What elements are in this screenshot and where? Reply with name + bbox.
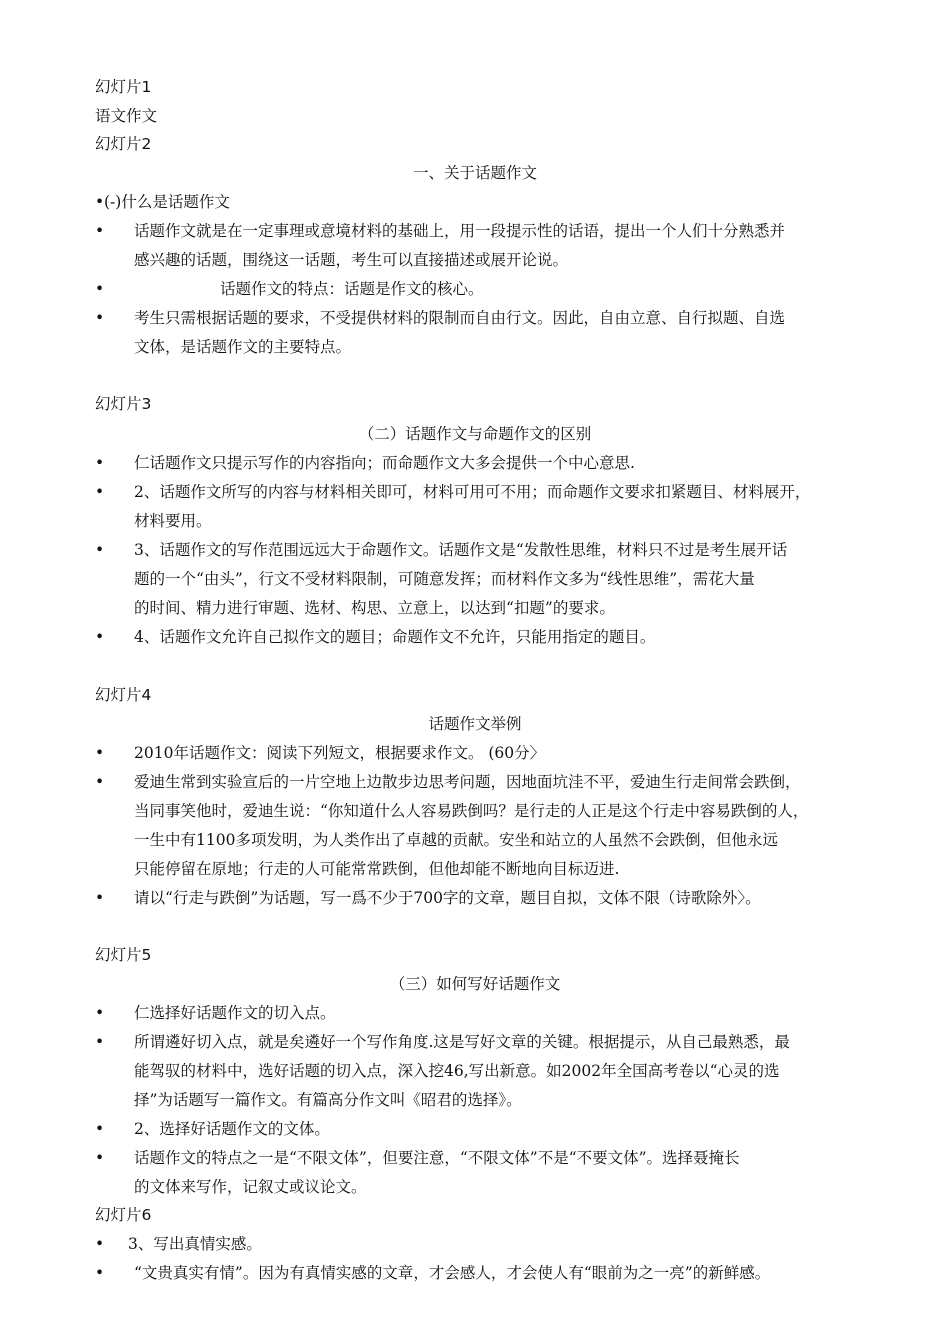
bullet-text: 感兴趣的话题，围绕这一话题，考生可以直接描述或展开论说。 — [134, 251, 569, 269]
bullet-text: 一生中有1100多项发明，为人类作出了卓越的贡献。安坐和站立的人虽然不会跌倒，但他永远 — [134, 831, 778, 849]
bullet-text: “文贵真实有情”。因为有真情实感的文章，才会感人，才会使人有“眼前为之一亮”的新鲜感。 — [134, 1264, 771, 1282]
bullet-icon: • — [95, 1120, 105, 1138]
bullet-text: 只能停留在原地；行走的人可能常常跌倒，但他却能不断地向目标迈进. — [134, 860, 620, 878]
bullet-text: 仁话题作文只提示写作的内容指向；而命题作文大多会提供一个中心意思. — [134, 454, 635, 472]
bullet-text: 当同事笑他时，爱迪生说：“你知道什么人容易跌倒吗？是行走的人正是这个行走中容易跌倒的人， — [134, 802, 809, 820]
bullet-text: 3、话题作文的写作范围远远大于命题作文。话题作文是“发散性思维，材料只不过是考生展开话 — [134, 541, 788, 559]
bullet-text: 仁选择好话题作文的切入点。 — [134, 1004, 336, 1022]
bullet-text: 话题作文就是在一定事理或意境材料的基础上，用一段提示性的话语，提出一个人们十分熟悉并 — [134, 222, 786, 240]
slide-heading: 幻灯片2 — [95, 135, 152, 153]
bullet-text: 话题作文的特点：话题是作文的核心。 — [220, 280, 484, 298]
bullet-icon: • — [95, 628, 105, 646]
bullet-text: 2010年话题作文：阅读下列短文，根据要求作文。 (60分〉 — [134, 744, 546, 762]
bullet-icon: • — [95, 889, 105, 907]
bullet-icon: • — [95, 222, 105, 240]
bullet-text: 2、选择好话题作文的文体。 — [134, 1120, 330, 1138]
bullet-text: 爱迪生常到实验宣后的一片空地上边散步边思考问题，因地面坑洼不平，爱迪生行走间常会跌倒， — [134, 773, 801, 791]
bullet-icon: • — [95, 1033, 105, 1051]
bullet-icon: • — [95, 193, 105, 211]
slide-heading: 幻灯片4 — [95, 686, 152, 704]
slide-heading: 幻灯片5 — [95, 946, 152, 964]
bullet-text: 的时间、精力进行审题、选材、构思、立意上，以达到“扣题”的要求。 — [134, 599, 615, 617]
paragraph-line: 语文作文 — [95, 107, 158, 125]
bullet-text: 所谓遴好切入点，就是矣遴好一个写作角度.这是写好文章的关键。根据提示，从自己最熟悉，最 — [134, 1033, 790, 1051]
bullet-icon: • — [95, 1149, 105, 1167]
bullet-text: 2、话题作文所写的内容与材料相关即可，材料可用可不用；而命题作文要求扣紧题目、材料展开， — [134, 483, 811, 501]
bullet-text: 3、写出真情实感。 — [128, 1235, 262, 1253]
bullet-text: 能驾驭的材料中，选好话题的切入点，深入挖46,写出新意。如2002年全国高考卷以“心灵的选 — [134, 1062, 780, 1080]
bullet-text: 材料要用。 — [134, 512, 212, 530]
bullet-icon: • — [95, 1235, 105, 1253]
slide-heading: 幻灯片3 — [95, 395, 152, 413]
bullet-text: 考生只需根据话题的要求，不受提供材料的限制而自由行文。因此，自由立意、自行拟题、自选 — [134, 309, 786, 327]
bullet-icon: • — [95, 744, 105, 762]
bullet-text: 择”为话题写一篇作文。有篇高分作文叫《昭君的选择》。 — [134, 1091, 522, 1109]
bullet-text: 请以“行走与跌倒”为话题，写一爲不少于700字的文章，题目自拟，文体不限（诗歌除外〉。 — [134, 889, 761, 907]
bullet-icon: • — [95, 773, 105, 791]
section-title: 话题作文举例 — [428, 715, 522, 733]
bullet-icon: • — [95, 280, 105, 298]
bullet-icon: • — [95, 541, 105, 559]
bullet-text: 话题作文的特点之一是“不限文体”，但要注意，“不限文体”不是“不要文体”。选择聂掩长 — [134, 1149, 740, 1167]
slide-heading: 幻灯片1 — [95, 78, 152, 96]
section-title: （三）如何写好话题作文 — [389, 975, 561, 993]
slide-heading: 幻灯片6 — [95, 1206, 152, 1224]
section-title: （二）话题作文与命题作文的区别 — [358, 425, 592, 443]
bullet-text: 4、话题作文允许自己拟作文的题目；命题作文不允许，只能用指定的题目。 — [134, 628, 656, 646]
bullet-icon: • — [95, 483, 105, 501]
bullet-text: 的文体来写作，记叙丈或议论文。 — [134, 1178, 367, 1196]
bullet-icon: • — [95, 1264, 105, 1282]
bullet-text: (-)什么是话题作文 — [104, 193, 230, 211]
bullet-text: 题的一个“由头”，行文不受材料限制，可随意发挥；而材料作文多为“线性思维”，需花大量 — [134, 570, 755, 588]
section-title: 一、关于话题作文 — [412, 164, 537, 182]
bullet-icon: • — [95, 454, 105, 472]
bullet-text: 文体，是话题作文的主要特点。 — [134, 338, 352, 356]
bullet-icon: • — [95, 1004, 105, 1022]
bullet-icon: • — [95, 309, 105, 327]
